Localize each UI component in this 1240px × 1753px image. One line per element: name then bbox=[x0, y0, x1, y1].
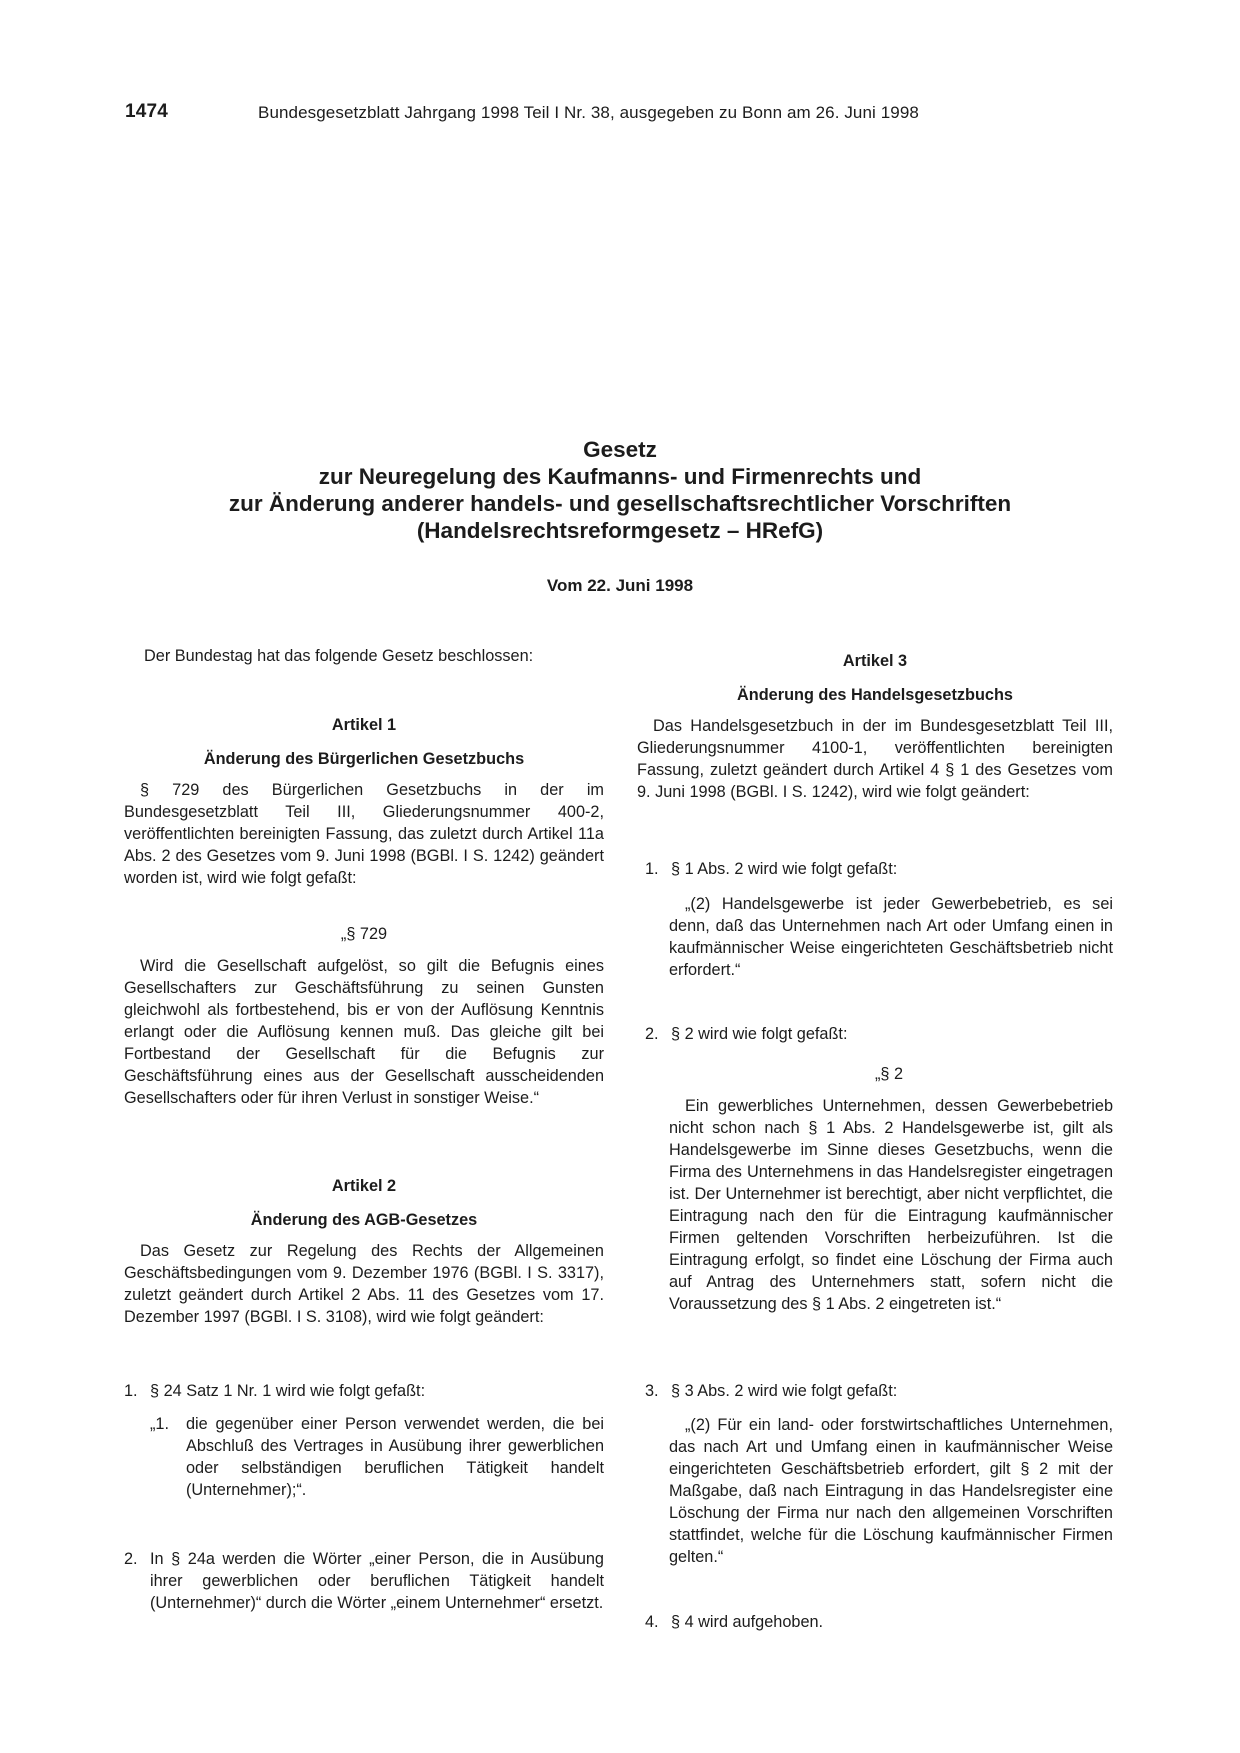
section-729-text: Wird die Gesellschaft aufgelöst, so gilt die Befugnis eines Gesellschafters zur Geschäftsführung zu seinen Gunsten gleichwohl als fortbestehend, bis er von der Auflösung Kenntnis erlangt oder die Auflösung kennen muß. Das gleiche gilt bei Fortbestand der Gesellschaft für die Befugnis zur Geschäftsführung eines aus der Gesellschaft ausscheidenden Gesellschafters oder für ihren Verlust in sonstiger Weise.“ bbox=[124, 957, 604, 1107]
law-date: Vom 22. Juni 1998 bbox=[546, 576, 694, 595]
page-number: 1474 bbox=[125, 101, 169, 122]
section-729-label: „§ 729 bbox=[340, 925, 388, 943]
title-line-3: zur Änderung anderer handels- und gesellschaftsrechtlicher Vorschriften bbox=[228, 491, 1012, 516]
list-text: § 2 wird wie folgt gefaßt: bbox=[671, 1025, 848, 1043]
list-item bbox=[645, 1380, 1113, 1404]
list-text: § 4 wird aufgehoben. bbox=[671, 1613, 824, 1631]
list-item bbox=[645, 858, 1113, 882]
law-title bbox=[120, 436, 1120, 544]
title-line-1: Gesetz bbox=[583, 437, 657, 462]
list-item bbox=[124, 1380, 604, 1404]
list-text: In § 24a werden die Wörter „einer Person, die in Ausübung ihrer gewerblichen oder beruflichen Tätigkeit handelt (Unternehmer)“ durch die Wörter „einem Unternehmer“ ersetzt. bbox=[150, 1550, 604, 1612]
quoted-clause-number: „1. bbox=[150, 1415, 170, 1433]
list-number: 2. bbox=[645, 1025, 659, 1043]
list-number: 1. bbox=[645, 860, 659, 878]
title-line-2: zur Neuregelung des Kaufmanns- und Firmenrechts und bbox=[318, 464, 922, 489]
section-2-label: „§ 2 bbox=[874, 1065, 903, 1083]
quote-handelsgewerbe: „(2) Handelsgewerbe ist jeder Gewerbebetrieb, es sei denn, daß das Unternehmen nach Art oder Umfang einen in kaufmännischer Weise eingerichteten Geschäftsbetrieb nicht erfordert.“ bbox=[669, 895, 1113, 979]
quote-section-2: Ein gewerbliches Unternehmen, dessen Gewerbebetrieb nicht schon nach § 1 Abs. 2 Handelsgewerbe ist, gilt als Handelsgewerbe im Sinne dieses Gesetzbuchs, wenn die Firma des Unternehmens in das Handelsregister eingetragen ist. Der Unternehmer ist berechtigt, aber nicht verpflichtet, die Eintragung nach den für die Eintragung kaufmännischer Firmen geltenden Vorschriften herbeizuführen. Ist die Eintragung erfolgt, so findet eine Löschung der Firma auch auf Antrag des Unternehmers statt, sofern nicht die Voraussetzung des § 1 Abs. 2 eingetreten ist.“ bbox=[669, 1097, 1113, 1313]
list-item bbox=[645, 1023, 1113, 1047]
list-number: 1. bbox=[124, 1382, 138, 1400]
article-3-intro: Das Handelsgesetzbuch in der im Bundesgesetzblatt Teil III, Gliederungsnummer 4100-1, veröffentlichten bereinigten Fassung, zuletzt geändert durch Artikel 4 § 1 des Gesetzes vom 9. Juni 1998 (BGBl. I S. 1242), wird wie folgt geändert: bbox=[637, 717, 1113, 801]
article-1-heading: Artikel 1 bbox=[331, 716, 397, 734]
list-number: 4. bbox=[645, 1613, 659, 1631]
preamble: Der Bundestag hat das folgende Gesetz beschlossen: bbox=[144, 647, 534, 665]
running-header bbox=[125, 101, 1120, 127]
list-item bbox=[645, 1611, 1113, 1635]
article-2-intro: Das Gesetz zur Regelung des Rechts der Allgemeinen Geschäftsbedingungen vom 9. Dezember 1976 (BGBl. I S. 3317), zuletzt geändert durch Artikel 2 Abs. 11 des Gesetzes vom 17. Dezember 1997 (BGBl. I S. 3108), wird wie folgt geändert: bbox=[124, 1242, 604, 1326]
running-title: Bundesgesetzblatt Jahrgang 1998 Teil I Nr. 38, ausgegeben zu Bonn am 26. Juni 1998 bbox=[258, 103, 919, 122]
title-line-4: (Handelsrechtsreformgesetz – HRefG) bbox=[416, 518, 824, 543]
quoted-clause-text: die gegenüber einer Person verwendet werden, die bei Abschluß des Vertrages in Ausübung ihrer gewerblichen oder selbständigen beruflichen Tätigkeit handelt (Unternehmer);“. bbox=[186, 1415, 604, 1499]
article-1-subheading: Änderung des Bürgerlichen Gesetzbuchs bbox=[203, 750, 525, 768]
list-text: § 3 Abs. 2 wird wie folgt gefaßt: bbox=[671, 1382, 898, 1400]
quote-section-3: „(2) Für ein land- oder forstwirtschaftliches Unternehmen, das nach Art und Umfang einen in kaufmännischer Weise eingerichteten Geschäftsbetrieb erfordert, gilt § 2 mit der Maßgabe, daß nach Eintragung in das Handelsregister eine Löschung der Firma nur nach den allgemeinen Vorschriften stattfindet, welche für die Löschung kaufmännischer Firmen gelten.“ bbox=[669, 1416, 1113, 1566]
article-1-intro: § 729 des Bürgerlichen Gesetzbuchs in der im Bundesgesetzblatt Teil III, Gliederungsnummer 400-2, veröffentlichten bereinigten Fassung, das zuletzt durch Artikel 11a Abs. 2 des Gesetzes vom 9. Juni 1998 (BGBl. I S. 1242) geändert worden ist, wird wie folgt gefaßt: bbox=[124, 781, 604, 887]
article-2-heading: Artikel 2 bbox=[331, 1177, 397, 1195]
article-3-subheading: Änderung des Handelsgesetzbuchs bbox=[737, 686, 1013, 704]
list-number: 3. bbox=[645, 1382, 659, 1400]
list-number: 2. bbox=[124, 1550, 138, 1568]
list-text: § 1 Abs. 2 wird wie folgt gefaßt: bbox=[671, 860, 898, 878]
article-3-heading: Artikel 3 bbox=[842, 652, 908, 670]
article-2-subheading: Änderung des AGB-Gesetzes bbox=[250, 1211, 478, 1229]
list-text: § 24 Satz 1 Nr. 1 wird wie folgt gefaßt: bbox=[150, 1382, 426, 1400]
